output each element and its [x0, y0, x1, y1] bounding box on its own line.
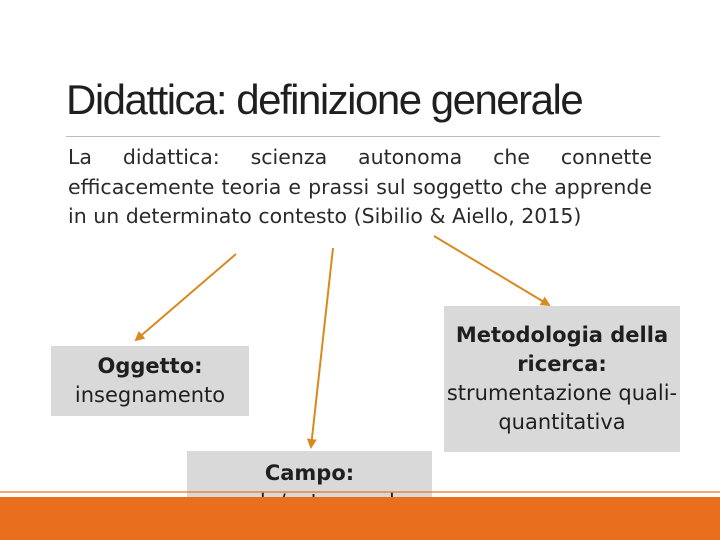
metodologia-box	[444, 306, 680, 452]
oggetto-box	[51, 346, 249, 416]
arrow-to-campo	[311, 248, 333, 447]
oggetto-heading: Oggetto:	[97, 354, 203, 378]
metodologia-heading: Metodologia della ricerca:	[455, 323, 669, 376]
footer-accent-line	[0, 491, 720, 493]
footer-accent-bar	[0, 497, 720, 540]
oggetto-text: insegnamento	[74, 383, 226, 407]
definition-term: La didattica	[68, 145, 213, 169]
arrow-to-metodologia	[434, 236, 549, 305]
campo-heading: Campo:	[264, 461, 355, 485]
arrow-to-oggetto	[136, 254, 236, 340]
definition-text: : scienza autonoma che connette efficacemente teoria e prassi sul soggetto che apprende in un determinato contesto (Sibilio & Aiello, 2015)	[68, 145, 652, 228]
metodologia-text: strumentazione quali-quantitativa	[446, 381, 678, 434]
slide-title: Didattica: definizione generale	[66, 76, 583, 123]
